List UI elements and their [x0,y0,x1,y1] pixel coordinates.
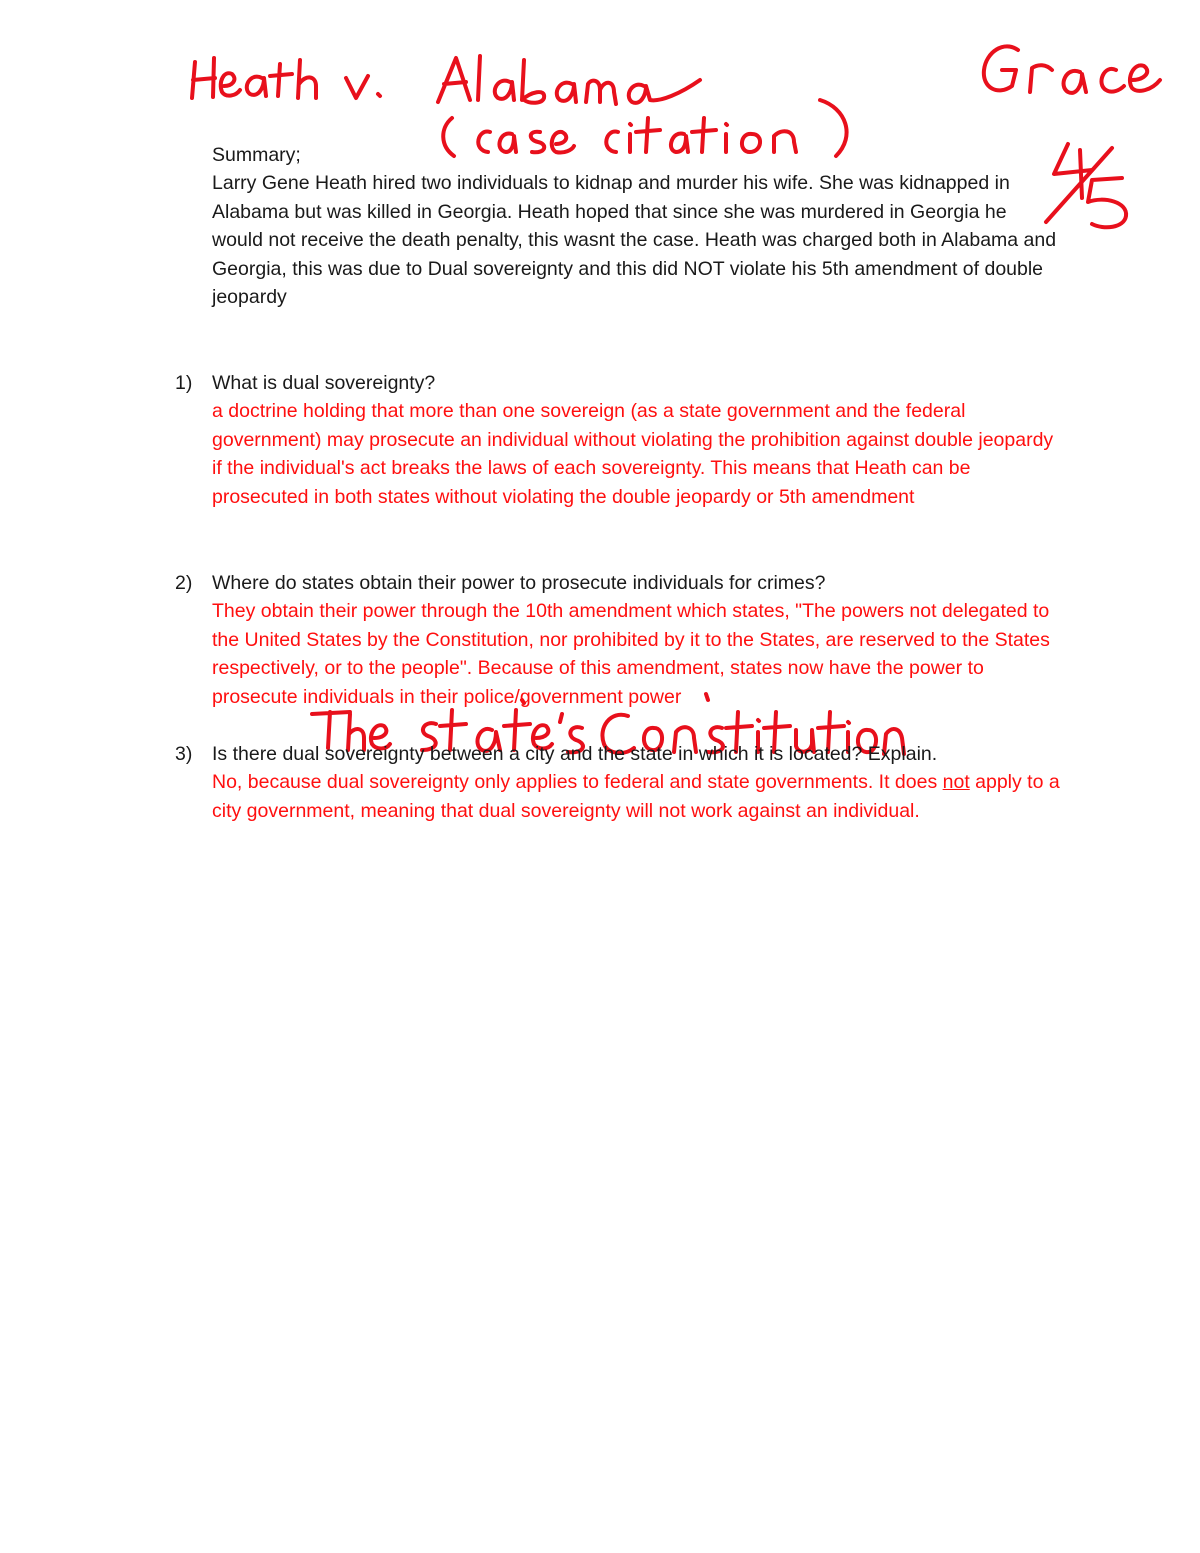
question-1-number: 1) [175,372,193,394]
question-1-text: What is dual sovereignty? [212,372,436,394]
answer-3-part-1: No, because dual sovereignty only applies to federal and state governments. It does [212,771,943,794]
answer-1-text: a doctrine holding that more than one sovereign (as a state government and the federal government) may prosecute an individual without violating the prohibition against double jeopardy if the individual's act breaks the laws of each sovereignty. This means that Heath can be prosecuted in both states without violating the double jeopardy or 5th amendment [212,400,1054,508]
answer-3-emphasis: not [942,771,970,794]
summary-text: Larry Gene Heath hired two individuals to kidnap and murder his wife. She was kidnapped in Alabama but was killed in Georgia. Heath hoped that since she was murdered in Georgia he would not receive the death penalty, this wasnt the case. Heath was charged both in Alabama and Georgia, this was due to Dual sovereignty and this did NOT violate his 5th amendment of double jeopardy [212,172,1057,309]
summary-heading: Summary; [212,144,301,166]
handwritten-name [984,46,1160,93]
question-2-text: Where do states obtain their power to prosecute individuals for crimes? [212,572,826,594]
answer-2-text: They obtain their power through the 10th amendment which states, "The powers not delegated to the United States by the Constitution, nor prohibited by it to the States, are reserved to the States respectively, or to the people". Because of this amendment, states now have the power to prosecute individuals in their police/government power [212,600,1050,708]
summary-section [212,141,1062,311]
question-3-text: Is there dual sovereignty between a city and the state in which it is located? Explain. [212,743,938,765]
answer-3-text [212,768,1062,825]
question-3-number: 3) [175,743,193,765]
answer-3-part-2: apply to a city government, meaning that dual sovereignty will not work against an individual. [212,771,1060,822]
question-2-number: 2) [175,572,193,594]
question-3 [212,740,1062,825]
question-1 [212,369,1062,511]
question-2 [212,569,1062,711]
